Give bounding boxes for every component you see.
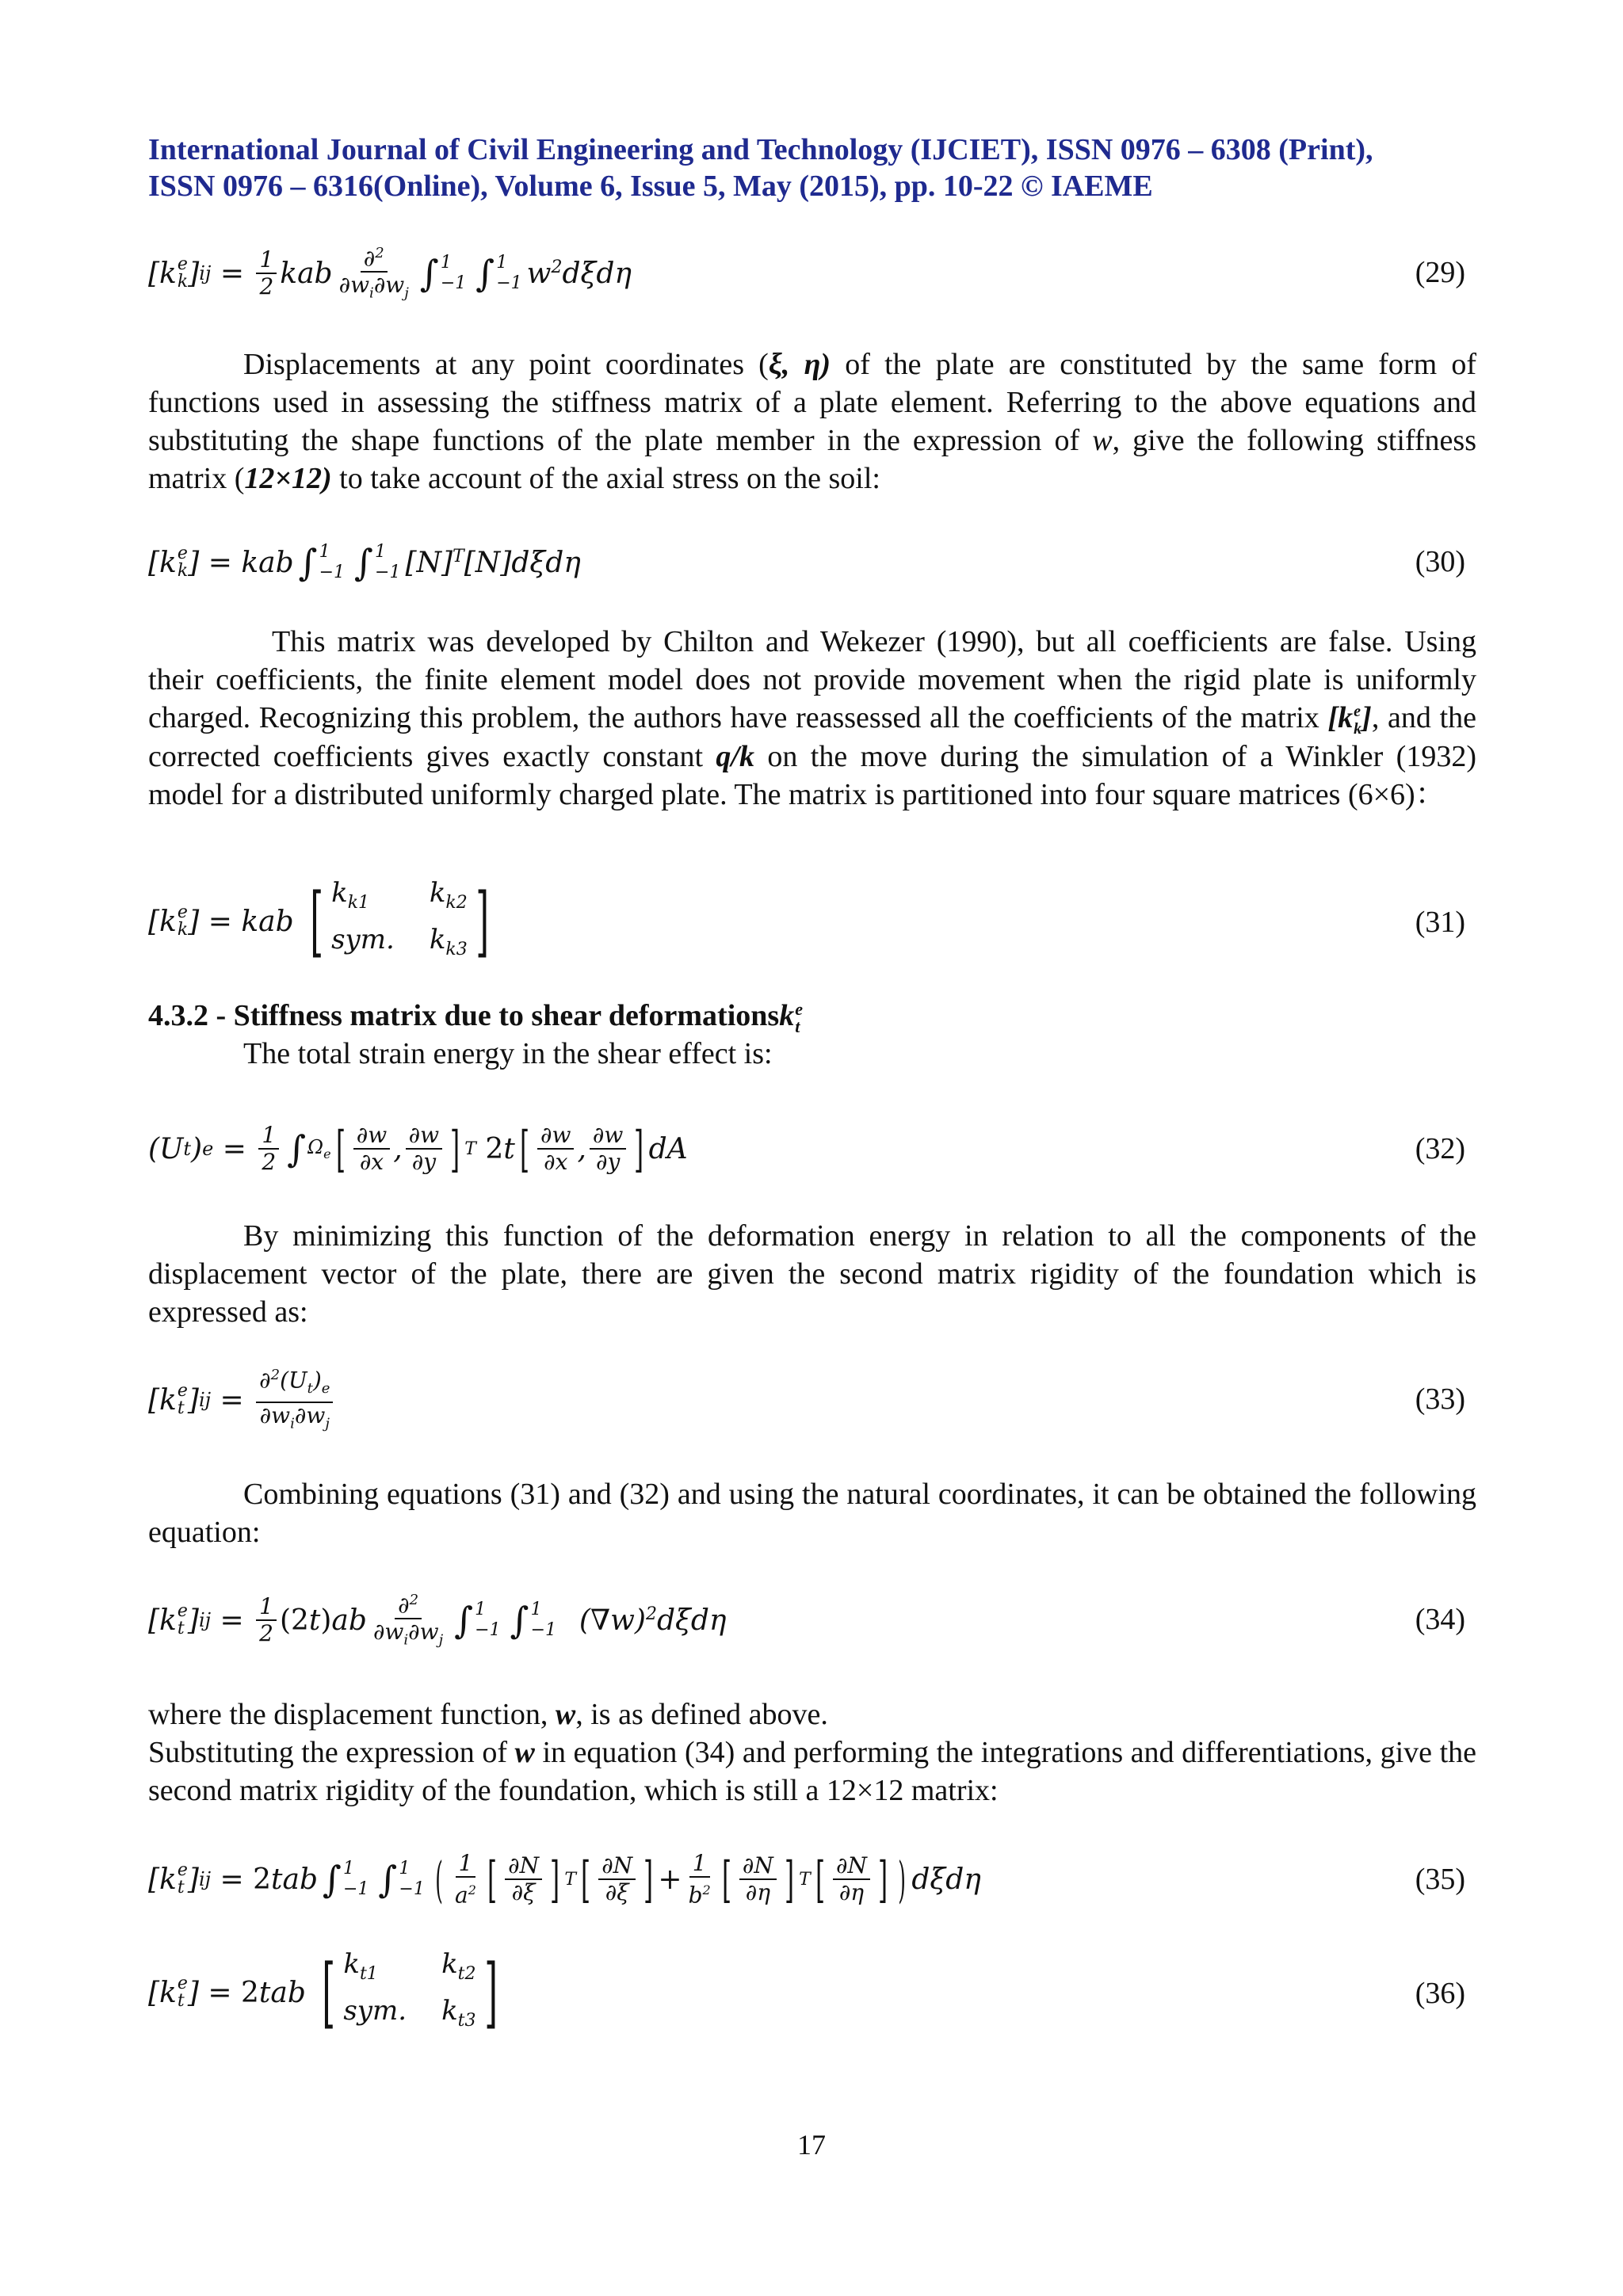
paragraph-2: This matrix was developed by Chilton and Wekezer (1990), but all coefficients are false. Using their coefficients, the finite element model does not provide movement when the rigid plate is uniformly charged. Recognizing this problem, the authors have reassessed all the coefficients of the matrix [k e k ], and the corrected coefficients gives exactly constant q/k on the move during the simulation of a Winkler (1932) model for a distributed uniformly charged plate. The matrix is partitioned into four square matrices (6×6)： (148, 625, 1477, 812)
page-number: 17 (797, 2129, 826, 2161)
paragraph-7-text-b: in equation (34) and performing the integrations and differentiations, give the second matrix rigidity of the foundation, which is still a 12×12 matrix: (148, 1736, 1476, 1807)
equation-33: [k e t ] ij = $\frac{\partial^2(U_t)_e}{\partial w_i\partial w_j}$ (33) (148, 1364, 1465, 1436)
paragraph-2-text: This matrix was developed by Chilton and Wekezer (1990), but all coefficients are false. Using their coefficients, the finite element model does not provide movement when the rigid plate is uniformly charged. Recognizing this problem, the authors have reassessed all the coefficients of the matrix (148, 625, 1476, 734)
matrix-dimension: 12×12) (244, 462, 332, 495)
journal-header (148, 132, 1480, 204)
equation-31: [k e k ] = kab [ $k_{k1}$ $k_{k2}$ sym. $k_{k3}$ ] (31) (148, 877, 1465, 966)
equation-34: [k e t ] ij = $\frac{1}{2}$ (2 t ) ab $\frac{\partial^2}{\partial w_i\partial w_j}$ ∫ 1 −1 ∫ 1 −1 $(\nabla w)^2d\xi d\eta$ (34) (148, 1585, 1465, 1656)
equation-35: [k e t ] ij = 2 tab ∫ 1 −1 ∫ 1 −1 ( $\frac{1}{a^2}$ [ $\frac{\partial N}{\partial\xi}$ ] T [ $\frac{\partial N}{\partial\xi}$ ] + $\frac{1}{b^2}$ [ $\frac{\partial N}{\partial\eta}$ ] T [ $\frac{\partial N}{\partial\eta}$ ] ) dξdη (35) (148, 1849, 1465, 1909)
equation-number: (32) (1415, 1132, 1465, 1165)
paragraph-5-text: Combining equations (31) and (32) and using the natural coordinates, it can be obtained the following equation: (148, 1478, 1476, 1549)
section-heading: 4.3.2 - Stiffness matrix due to shear deformationsk e t (148, 999, 803, 1037)
equation-29: [k e k ] ij = $\frac{1}{2}$ kab $\frac{\partial^2}{\partial w_i\partial w_j}$ ∫ 1 −1 ∫ 1 −1 $w^2d\xi d\eta$ (29) (148, 238, 1465, 309)
equation-number: (34) (1415, 1603, 1465, 1636)
paragraph-6 (148, 1695, 1476, 1810)
paragraph-3 (148, 1035, 1476, 1073)
paragraph-1-text-b: of the plate are constituted by the same form of functions used in assessing the stiffness matrix of a plate element. Referring to the above equations and substituting the shape functions of the plate member in the expression of (148, 348, 1476, 457)
paragraph-5 (148, 1475, 1476, 1551)
xi-eta-symbols: ξ, η) (768, 348, 831, 381)
section-title: 4.3.2 - Stiffness matrix due to shear deformations (148, 999, 780, 1032)
paragraph-6-text-b: , is as defined above. (575, 1698, 828, 1731)
equation-number: (33) (1415, 1383, 1465, 1416)
equation-30: [k e k ] = kab ∫ 1 −1 ∫ 1 −1 $[N]^T[N]d\xi d\eta$ (30) (148, 541, 1465, 584)
equation-number: (31) (1415, 906, 1465, 939)
equation-number: (36) (1415, 1977, 1465, 2010)
equation-number: (29) (1415, 256, 1465, 289)
equation-number: (35) (1415, 1863, 1465, 1896)
paragraph-4 (148, 1217, 1476, 1331)
header-line-1: International Journal of Civil Engineering and Technology (IJCIET), ISSN 0976 – 6308 (Print), (148, 133, 1373, 166)
equation-32: (U t ) e = $\frac{1}{2}$ ∫ $\Omega_e$ [ $\frac{\partial w}{\partial x}$ , $\frac{\partial w}{\partial y}$ ] T 2 t [ $\frac{\partial w}{\partial x}$ , $\frac{\partial w}{\partial y}$ ] dA (32) (148, 1119, 1465, 1178)
paragraph-6-text: where the displacement function, (148, 1698, 556, 1731)
paragraph-2-text-c: on the move during the simulation of a Winkler (1932) model for a distributed uniformly charged plate. The matrix is partitioned into four square matrices (6×6)： (148, 740, 1476, 812)
header-line-2: ISSN 0976 – 6316(Online), Volume 6, Issue 5, May (2015), pp. 10-22 © IAEME (148, 170, 1153, 203)
w-symbol: w (555, 1698, 576, 1731)
equation-36: [k e t ] = 2 tab [ $k_{t1}$ $k_{t2}$ sym. $k_{t3}$ ] (36) (148, 1948, 1465, 2037)
paragraph-1-text: Displacements at any point coordinates ( (243, 348, 769, 381)
paragraph-3-text: The total strain energy in the shear effect is: (243, 1037, 773, 1070)
paragraph-1-text-c: , give the following stiffness matrix ( (148, 424, 1476, 495)
paragraph-1-text-d: to take account of the axial stress on the soil: (331, 462, 880, 495)
w-symbol: w (1092, 424, 1113, 457)
paragraph-2-text-b: , and the corrected coefficients gives exactly constant (148, 701, 1477, 774)
equation-number: (30) (1415, 545, 1465, 578)
paragraph-7-text: Substituting the expression of (148, 1736, 515, 1769)
q-over-k: q/k (716, 740, 754, 774)
w-symbol: w (514, 1736, 535, 1769)
paragraph-4-text: By minimizing this function of the deformation energy in relation to all the components of the displacement vector of the plate, there are given the second matrix rigidity of the foundation which is expressed as: (148, 1219, 1476, 1329)
paragraph-1 (148, 345, 1476, 498)
